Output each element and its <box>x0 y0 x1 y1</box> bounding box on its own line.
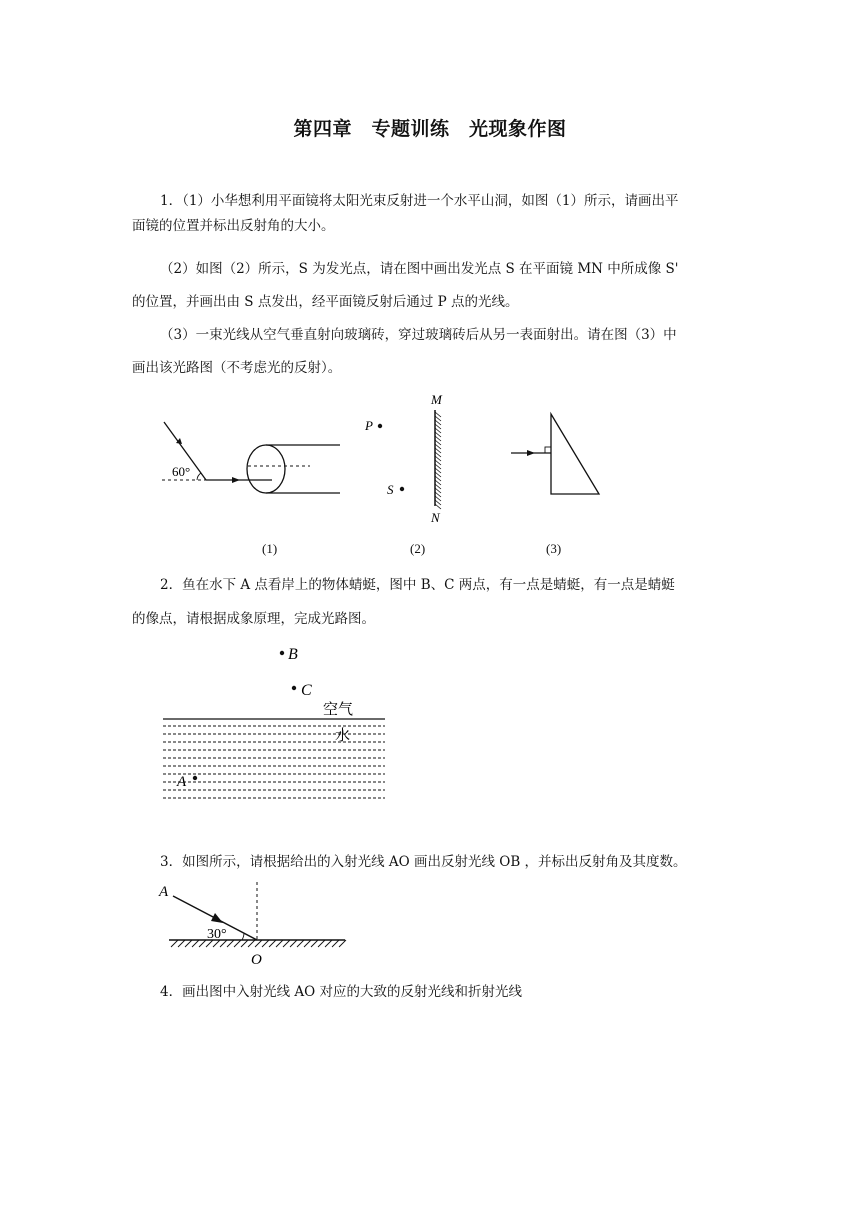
q3-angle-label: 30° <box>207 927 227 942</box>
light-arrow-icon <box>527 450 535 456</box>
q3-line1: 3．如图所示，请根据给出的入射光线 AO 画出反射光线 OB ，并标出反射角及其度数。 <box>160 854 687 870</box>
point-b <box>280 651 284 655</box>
figure-q2-air-water <box>155 640 395 805</box>
q3-a-label: A <box>159 884 169 900</box>
q2-line2: 的像点，请根据成象原理，完成光路图。 <box>132 611 375 627</box>
q4-line1: 4．画出图中入射光线 AO 对应的大致的反射光线和折射光线 <box>160 984 522 1000</box>
fig3-caption: (3) <box>546 541 562 556</box>
q1-line2: 面镜的位置并标出反射角的大小。 <box>132 218 335 234</box>
figure-q3-reflection <box>155 878 355 970</box>
point-s <box>400 487 404 491</box>
q1-line6: 画出该光路图（不考虑光的反射）。 <box>132 360 342 376</box>
q3-o-label: O <box>251 952 262 968</box>
q2-water-label: 水 <box>335 728 351 744</box>
q2-line1: 2．鱼在水下 A 点看岸上的物体蜻蜓，图中 B、C 两点，有一点是蜻蜓，有一点是蜻蜓 <box>160 577 675 593</box>
q2-a-label: A <box>177 774 187 790</box>
q1-line1: 1．（1）小华想利用平面镜将太阳光束反射进一个水平山洞，如图（1）所示，请画出平 <box>160 193 679 209</box>
horizontal-arrow-icon <box>232 477 240 483</box>
figure-3-glass-brick <box>505 410 615 500</box>
point-a <box>193 776 197 780</box>
q2-b-label: B <box>288 646 298 663</box>
point-c <box>292 686 296 690</box>
q2-air-label: 空气 <box>323 702 354 718</box>
q1-line5: （3）一束光线从空气垂直射向玻璃砖，穿过玻璃砖后从另一表面射出。请在图（3）中 <box>160 327 677 343</box>
q1-line3: （2）如图（2）所示，S 为发光点，请在图中画出发光点 S 在平面镜 MN 中所成像 S' <box>160 261 679 277</box>
point-p <box>378 424 382 428</box>
q1-line4: 的位置，并画出由 S 点发出，经平面镜反射后通过 P 点的光线。 <box>132 294 519 310</box>
fig1-angle-label: 60° <box>172 464 191 479</box>
figure-1-tunnel <box>150 410 350 510</box>
incident-arrow-icon <box>211 913 223 923</box>
fig2-p-label: P <box>365 418 373 433</box>
fig2-s-label: S <box>387 482 394 497</box>
page-title: 第四章 专题训练 光现象作图 <box>293 118 567 140</box>
fig2-n-label: N <box>431 510 440 525</box>
figure-2-mirror <box>355 388 465 528</box>
fig1-caption: (1) <box>262 541 278 556</box>
fig2-caption: (2) <box>410 541 426 556</box>
fig2-m-label: M <box>431 392 442 407</box>
q2-c-label: C <box>301 682 312 699</box>
